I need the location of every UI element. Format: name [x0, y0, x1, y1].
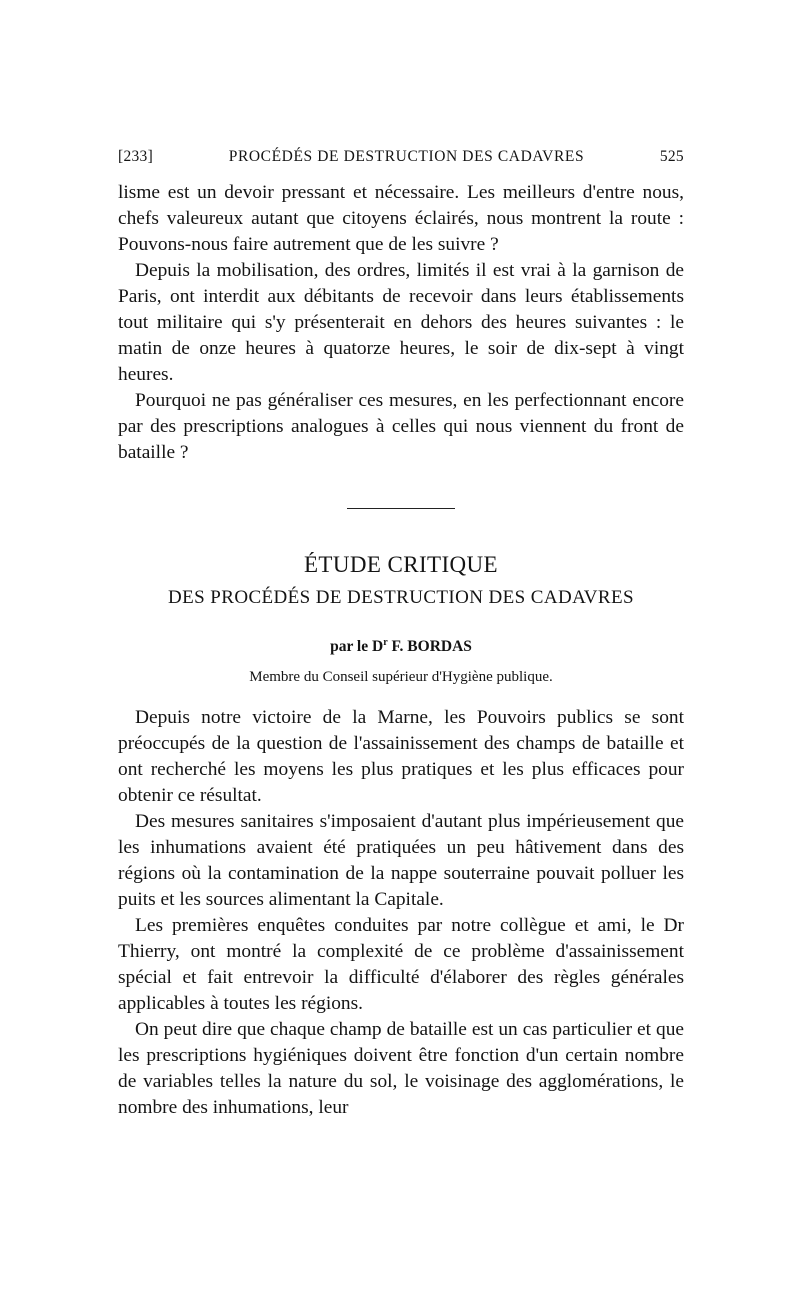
running-head-title: PROCÉDÉS DE DESTRUCTION DES CADAVRES: [228, 148, 585, 165]
author-prefix: par le D: [330, 638, 384, 656]
page-number: 525: [659, 148, 684, 165]
section-divider: [347, 508, 455, 509]
author-prefix-superscript: r: [383, 637, 388, 648]
running-head: [118, 148, 684, 172]
article-subtitle: DES PROCÉDÉS DE DESTRUCTION DES CADAVRES: [168, 587, 634, 608]
paragraph: Depuis notre victoire de la Marne, les Pouvoirs publics se sont préoccupés de la question de l'assainissement des champs de bataille et ont recherché les moyens les plus pratiques et les plus efficaces pour obtenir ce résultat.: [118, 707, 684, 807]
document-page: [118, 148, 684, 1121]
paragraph: Des mesures sanitaires s'imposaient d'autant plus impérieusement que les inhumations avaient été pratiquées un peu hâtivement dans des régions où la contamination de la nappe souterraine pouvait polluer les puits et les sources alimentant la Capitale.: [118, 811, 684, 911]
paragraph: On peut dire que chaque champ de bataille est un cas particulier et que les prescriptions hygiéniques doivent être fonction d'un certain nombre de variables telles la nature du sol, le voisinage des agglomérations, le nombre des inhumations, leur: [118, 1019, 684, 1119]
paragraph: Pourquoi ne pas généraliser ces mesures, en les perfectionnant encore par des prescriptions analogues à celles qui nous viennent du front de bataille ?: [118, 390, 684, 463]
paragraph: Depuis la mobilisation, des ordres, limités il est vrai à la garnison de Paris, ont interdit aux débitants de recevoir dans leurs établissements tout militaire qui s'y présenterait en dehors des heures suivantes : le matin de onze heures à quatorze heures, le soir de dix-sept à vingt heures.: [118, 260, 684, 385]
paragraph: lisme est un devoir pressant et nécessaire. Les meilleurs d'entre nous, chefs valeureux autant que citoyens éclairés, nous montrent la route : Pouvons-nous faire autrement que de les suivre ?: [118, 182, 684, 255]
author-affiliation: Membre du Conseil supérieur d'Hygiène publique.: [249, 669, 553, 686]
paragraph: Les premières enquêtes conduites par notre collègue et ami, le Dr Thierry, ont montré la complexité de ce problème d'assainissement spécial et fait entrevoir la difficulté d'élaborer des règles générales applicables à toutes les régions.: [118, 915, 684, 1015]
previous-article-ending: [118, 180, 684, 466]
article-title: ÉTUDE CRITIQUE: [303, 552, 499, 577]
article-body: [118, 705, 684, 1121]
section-marker: [233]: [118, 148, 154, 165]
author-name: F. BORDAS: [391, 638, 472, 656]
author-line: [118, 633, 684, 657]
